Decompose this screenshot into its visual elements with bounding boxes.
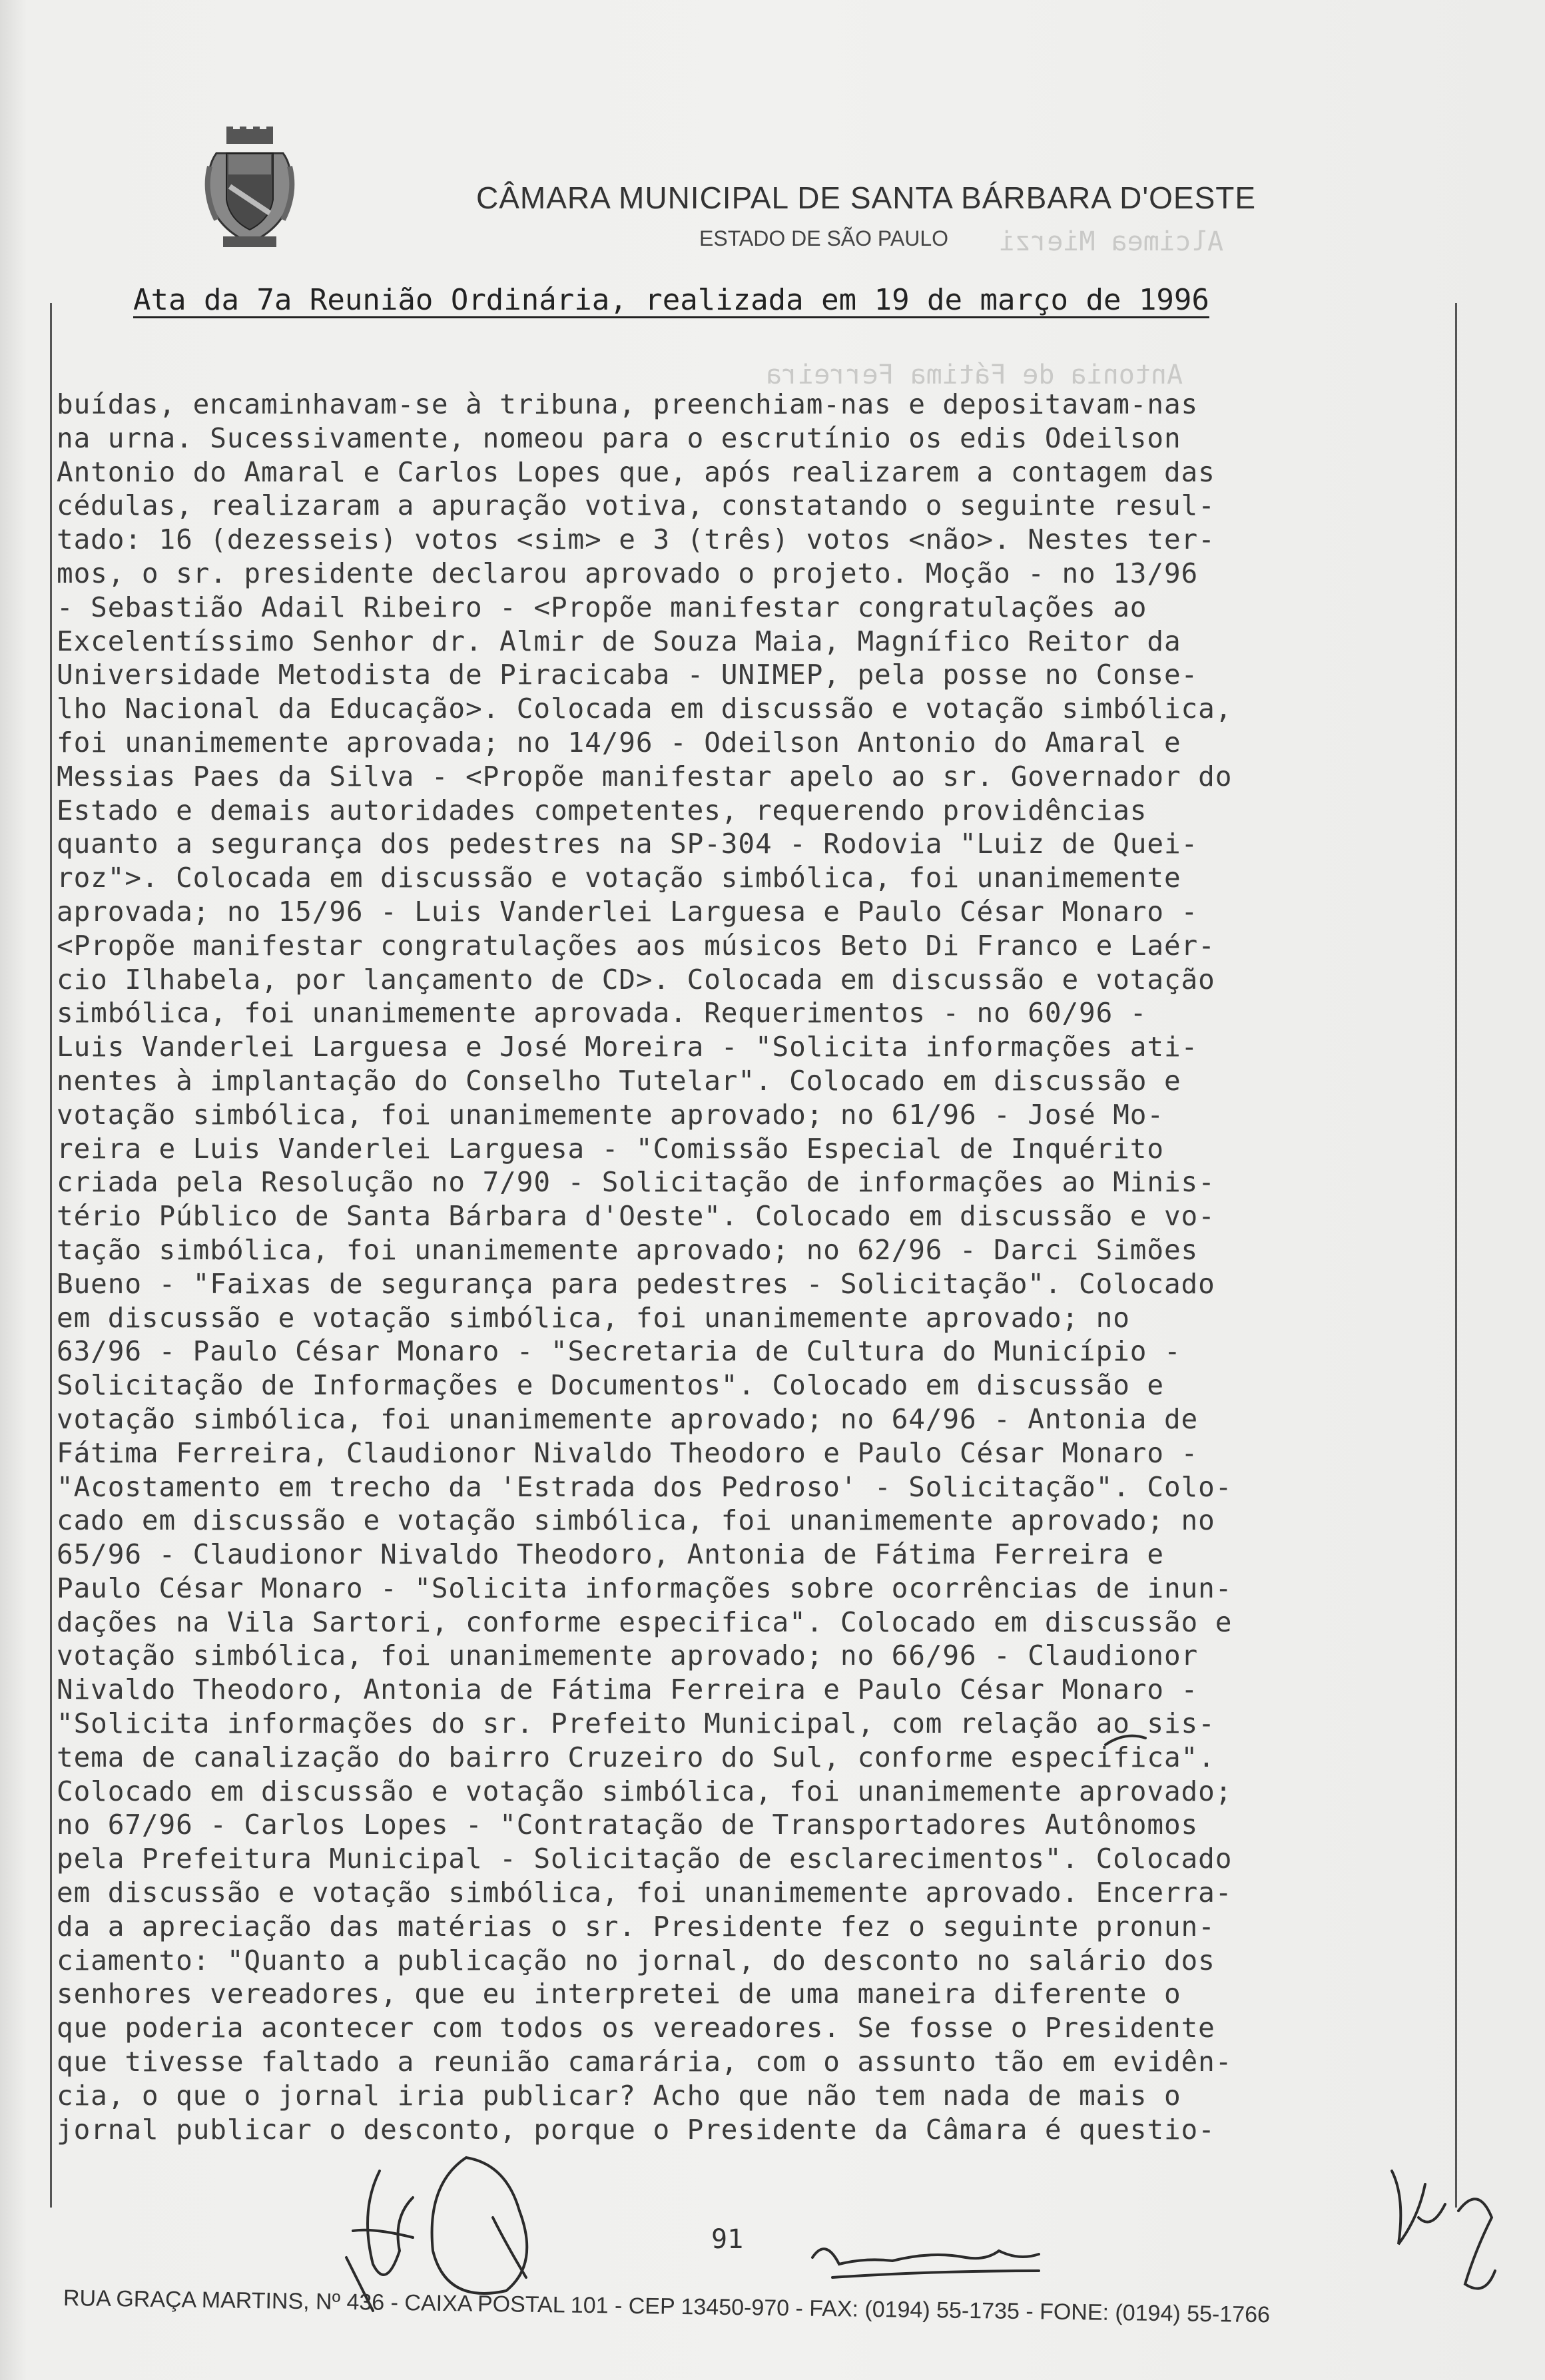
body-line: 65/96 - Claudionor Nivaldo Theodoro, Antonia de Fátima Ferreira e [57,1538,1164,1571]
body-line: em discussão e votação simbólica, foi unanimemente aprovado; no [57,1301,1130,1334]
body-line: <Propõe manifestar congratulações aos músicos Beto Di Franco e Laér- [57,929,1215,962]
body-line: votação simbólica, foi unanimemente aprovado; no 66/96 - Claudionor [57,1639,1199,1672]
body-line: nentes à implantação do Conselho Tutelar". Colocado em discussão e [57,1064,1181,1097]
body-line: votação simbólica, foi unanimemente aprovado; no 64/96 - Antonia de [57,1402,1199,1435]
body-line: que tivesse faltado a reunião camarária, com o assunto tão em evidên- [57,2046,1233,2078]
body-line: Universidade Metodista de Piracicaba - UNIMEP, pela posse no Conse- [57,659,1199,691]
body-line: votação simbólica, foi unanimemente aprovado; no 61/96 - José Mo- [57,1098,1164,1131]
body-line: Nivaldo Theodoro, Antonia de Fátima Ferreira e Paulo César Monaro - [57,1673,1199,1706]
body-line: aprovada; no 15/96 - Luis Vanderlei Larguesa e Paulo César Monaro - [57,895,1199,928]
body-line: no 67/96 - Carlos Lopes - "Contratação de Transportadores Autônomos [57,1809,1199,1841]
body-line: Luis Vanderlei Larguesa e José Moreira - "Solicita informações ati- [57,1031,1199,1063]
body-line: na urna. Sucessivamente, nomeou para o escrutínio os edis Odeilson [57,422,1181,454]
body-line: jornal publicar o desconto, porque o Presidente da Câmara é questio- [57,2113,1215,2146]
body-line: tado: 16 (dezesseis) votos <sim> e 3 (três) votos <não>. Nestes ter- [57,523,1215,556]
body-line: pela Prefeitura Municipal - Solicitação de esclarecimentos". Colocado [57,1843,1233,1875]
body-line: Estado e demais autoridades competentes, requerendo providências [57,794,1147,826]
letterhead-footer: RUA GRAÇA MARTINS, Nº 436 - CAIXA POSTAL 101 - CEP 13450-970 - FAX: (0194) 55-1735 - FONE: (0194) 55-1766 [63,2285,1271,2328]
body-line: Bueno - "Faixas de segurança para pedestres - Solicitação". Colocado [57,1267,1215,1300]
municipal-coat-of-arms-icon [203,127,296,253]
body-line: - Sebastião Adail Ribeiro - <Propõe manifestar congratulações ao [57,591,1147,623]
body-line: Fátima Ferreira, Claudionor Nivaldo Theodoro e Paulo César Monaro - [57,1436,1199,1469]
page-number: 91 [711,2224,744,2255]
body-line: 63/96 - Paulo César Monaro - "Secretaria de Cultura do Município - [57,1335,1181,1368]
body-line: dações na Vila Sartori, conforme especifica". Colocado em discussão e [57,1606,1233,1638]
body-line: em discussão e votação simbólica, foi unanimemente aprovado. Encerra- [57,1877,1233,1909]
body-line: foi unanimemente aprovada; no 14/96 - Odeilson Antonio do Amaral e [57,726,1181,758]
body-line: lho Nacional da Educação>. Colocada em discussão e votação simbólica, [57,693,1233,725]
body-line: "Solicita informações do sr. Prefeito Municipal, com relação ao sis- [57,1707,1215,1740]
body-line: quanto a segurança dos pedestres na SP-304 - Rodovia "Luiz de Quei- [57,828,1199,860]
body-line: Excelentíssimo Senhor dr. Almir de Souza Maia, Magnífico Reitor da [57,625,1181,657]
body-line: mos, o sr. presidente declarou aprovado o projeto. Moção - no 13/96 [57,557,1199,589]
body-line: da a apreciação das matérias o sr. Presidente fez o seguinte pronun- [57,1910,1215,1942]
body-line: Messias Paes da Silva - <Propõe manifestar apelo ao sr. Governador do [57,760,1233,792]
body-line: cia, o que o jornal iria publicar? Acho que não tem nada de mais o [57,2079,1181,2112]
show-through-text-1: Alcimea Mierzi [999,226,1224,257]
body-line: Colocado em discussão e votação simbólica, foi unanimemente aprovado; [57,1775,1233,1807]
body-line: cado em discussão e votação simbólica, foi unanimemente aprovado; no [57,1504,1215,1537]
body-line: cio Ilhabela, por lançamento de CD>. Colocada em discussão e votação [57,963,1215,996]
body-line: simbólica, foi unanimemente aprovada. Requerimentos - no 60/96 - [57,997,1147,1030]
body-line: Solicitação de Informações e Documentos". Colocado em discussão e [57,1369,1164,1402]
body-line: roz">. Colocada em discussão e votação simbólica, foi unanimemente [57,862,1181,894]
body-line: reira e Luis Vanderlei Larguesa - "Comissão Especial de Inquérito [57,1132,1164,1165]
minutes-body [57,388,1462,2146]
body-line: tação simbólica, foi unanimemente aprovado; no 62/96 - Darci Simões [57,1233,1199,1266]
body-line: tema de canalização do bairro Cruzeiro do Sul, conforme especifica". [57,1741,1215,1773]
body-line: ciamento: "Quanto a publicação no jornal, do desconto no salário dos [57,1944,1215,1976]
state-name: ESTADO DE SÃO PAULO [699,226,949,250]
body-line: que poderia acontecer com todos os vereadores. Se fosse o Presidente [57,2012,1215,2044]
body-line: "Acostamento em trecho da 'Estrada dos Pedroso' - Solicitação". Colo- [57,1470,1233,1503]
body-line: tério Público de Santa Bárbara d'Oeste". Colocado em discussão e vo- [57,1200,1215,1233]
body-line: Antonio do Amaral e Carlos Lopes que, após realizarem a contagem das [57,455,1215,488]
minutes-title: Ata da 7a Reunião Ordinária, realizada em 19 de março de 1996 [133,283,1209,317]
chamber-name: CÂMARA MUNICIPAL DE SANTA BÁRBARA D'OESTE [476,180,1257,215]
body-line: senhores vereadores, que eu interpretei de uma maneira diferente o [57,1978,1181,2010]
body-line: buídas, encaminhavam-se à tribuna, preenchiam-nas e depositavam-nas [57,388,1199,420]
show-through-text-2: Antonia de Fátima Ferreira [766,360,1183,390]
body-line: Paulo César Monaro - "Solicita informações sobre ocorrências de inun- [57,1572,1233,1604]
body-line: cédulas, realizaram a apuração votiva, constatando o seguinte resul- [57,489,1215,522]
body-line: criada pela Resolução no 7/90 - Solicitação de informações ao Minis- [57,1166,1215,1199]
left-margin-line [50,303,52,2208]
